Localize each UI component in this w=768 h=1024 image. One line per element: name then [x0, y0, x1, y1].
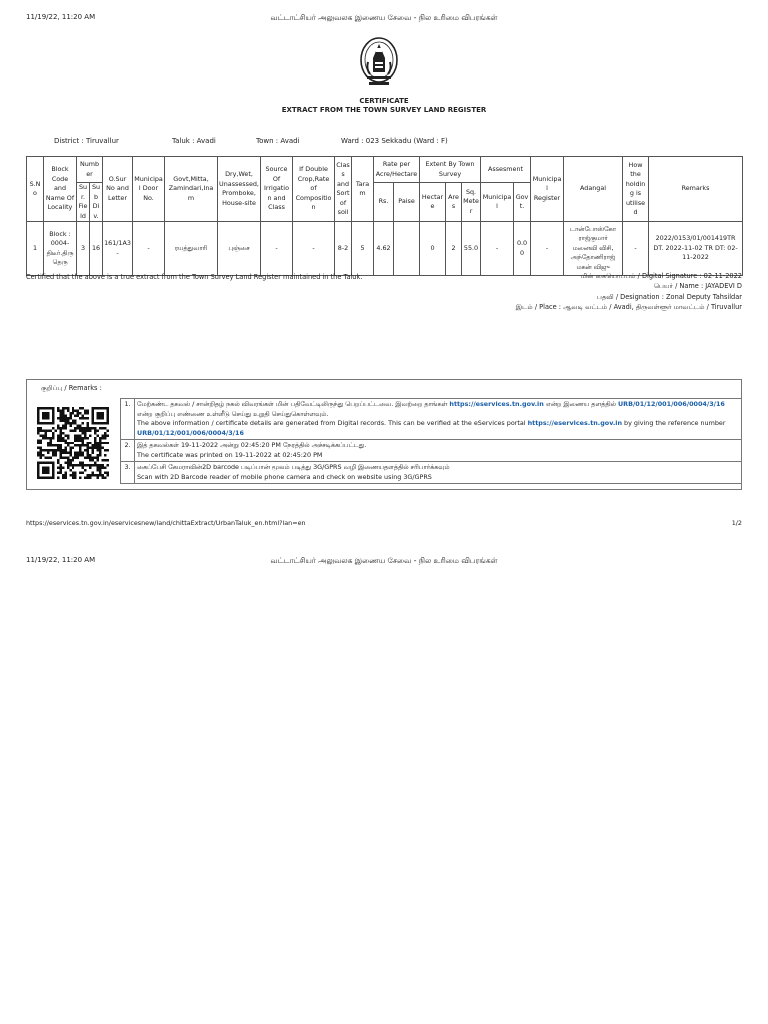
cell-paise [394, 222, 420, 276]
col-header-municipal: Municipal [481, 183, 514, 222]
page-header-title: வட்டாட்சியர் அலுவலக இணைய சேவை - நில உரிமை விபரங்கள் [270, 13, 498, 22]
page-url: https://eservices.tn.gov.in/eservicesnew/land/chittaExtract/UrbanTaluk_en.html?lan=en [26, 519, 306, 527]
col-header-sno: S.No [27, 157, 44, 222]
certificate-heading: CERTIFICATE [359, 97, 409, 105]
cell-municipal: - [481, 222, 514, 276]
certificate-subheading: EXTRACT FROM THE TOWN SURVEY LAND REGISTER [281, 106, 487, 114]
cell-sno: 1 [27, 222, 44, 276]
note-number: 2. [121, 440, 135, 462]
page-header-title: வட்டாட்சியர் அலுவலக இணைய சேவை - நில உரிமை விபரங்கள் [270, 556, 498, 565]
col-header-extent: Extent By Town Survey [420, 157, 481, 183]
certified-statement: Certified that the above is a true extract from the Town Survey Land Register maintained in the Taluk. [26, 273, 363, 281]
cell-taram: 5 [352, 222, 374, 276]
town-label: Town : Avadi [256, 137, 300, 145]
list-item [121, 462, 742, 484]
eservices-link[interactable]: https://eservices.tn.gov.in [449, 400, 544, 408]
digital-signature: மின் கையொப்பம் / Digital Signature : 02-11-2022 [580, 272, 742, 280]
col-header-assesment: Assesment [481, 157, 531, 183]
cell-dry-wet: புஞ்சை [218, 222, 261, 276]
note-ta-text: என்ற குறிப்பு எண்ணை உள்ளீடு செய்து உறுதி செய்துகொள்ளவும். [137, 409, 329, 418]
eservices-link[interactable]: https://eservices.tn.gov.in [527, 419, 623, 427]
col-header-block: Block Code and Name Of Locality [44, 157, 77, 222]
certificate-title [0, 97, 768, 115]
remarks-notes-table [120, 398, 742, 484]
note-ta-text: மேற்கண்ட தகவல் / சான்றிதழ் நகல் விவரங்கள் மின் பதிவேட்டிலிருந்து பெறப்பட்டவை. இவற்றை தாங்கள் [137, 400, 450, 408]
cell-remarks: 2022/0153/01/001419TR DT. 2022-11-02 TR DT: 02-11-2022 [649, 222, 743, 276]
col-header-osur: O.Sur No and Letter [103, 157, 133, 222]
note-en-text: Scan with 2D Barcode reader of mobile phone camera and check on website using 3G/GPRS [137, 472, 432, 481]
cell-source: - [261, 222, 293, 276]
cell-municipal-register: - [531, 222, 564, 276]
cell-adangal: டான்போஸ்கோ ராஜ்குமார் மனைவி விசி, அந்தோணிராஜ் மகன் விஜு [564, 222, 623, 276]
cell-class-sort: 8-2 [335, 222, 352, 276]
tamil-nadu-emblem-icon [359, 36, 399, 88]
note-en-text: The certificate was printed on 19-11-2022 at 02:45:20 PM [137, 450, 323, 459]
col-header-ares: Ares [446, 183, 462, 222]
cell-govt: ரயத்துவாரி [165, 222, 218, 276]
taluk-label: Taluk : Avadi [172, 137, 216, 145]
signatory-designation: பதவி / Designation : Zonal Deputy Tahsildar [597, 292, 742, 301]
col-header-remarks: Remarks [649, 157, 743, 222]
col-header-adangal: Adangal [564, 157, 623, 222]
cell-holding: - [623, 222, 649, 276]
cell-hectare: 0 [420, 222, 446, 276]
col-header-rate: Rate per Acre/Hectare [374, 157, 420, 183]
col-header-hectare: Hectare [420, 183, 446, 222]
col-header-govt-assess: Govt. [514, 183, 531, 222]
cell-govt-assess: 0.00 [514, 222, 531, 276]
signatory-name: பெயர் / Name : JAYADEVI D [653, 282, 742, 291]
land-register-table [26, 156, 743, 276]
reference-number-link[interactable]: URB/01/12/001/006/0004/3/16 [137, 428, 244, 437]
signatory-place: இடம் / Place : ஆவடி வட்டம் / Avadi, திருவள்ளூர் மாவட்டம் / Tiruvallur [515, 302, 742, 311]
cell-double-crop: - [293, 222, 335, 276]
col-header-taram: Taram [352, 157, 374, 222]
table-header-row [27, 157, 743, 183]
list-item [121, 399, 742, 440]
page-number: 1/2 [731, 519, 742, 527]
signature-block [516, 271, 742, 312]
print-datetime: 11/19/22, 11:20 AM [26, 13, 96, 21]
list-item [121, 440, 742, 462]
col-header-dry-wet: Dry,Wet, Unassessed, Promboke, House-site [218, 157, 261, 222]
col-header-sub-div: Sub Div. [90, 183, 103, 222]
reference-number-link[interactable]: URB/01/12/001/006/0004/3/16 [617, 400, 725, 408]
col-header-double-crop: If Double Crop,Rate of Composition [293, 157, 335, 222]
print-datetime: 11/19/22, 11:20 AM [26, 556, 96, 564]
col-header-govt: Govt,Mitta, Zamindari,Inam [165, 157, 218, 222]
cell-rs: 4.62 [374, 222, 394, 276]
col-header-rs: Rs. [374, 183, 394, 222]
remarks-box [26, 379, 742, 490]
note-text [135, 399, 742, 440]
cell-block: Block : 0004-திடீர்.திரு தெரு [44, 222, 77, 276]
col-header-source: Source Of Irrigation and Class [261, 157, 293, 222]
note-en-text: The above information / certificate details are generated from Digital records. This can be verified at the eServices portal [137, 419, 528, 427]
note-number: 1. [121, 399, 135, 440]
cell-municipal-door: - [133, 222, 165, 276]
cell-sub-div: 16 [90, 222, 103, 276]
note-ta-text: என்ற இணைய தளத்தில் [543, 400, 618, 408]
table-row [27, 222, 743, 276]
ward-label: Ward : 023 Sekkadu (Ward : F) [341, 137, 448, 145]
district-label: District : Tiruvallur [54, 137, 119, 145]
note-number: 3. [121, 462, 135, 484]
note-en-text: by giving the reference number [622, 419, 726, 427]
col-header-municipal-register: Municipal Register [531, 157, 564, 222]
col-header-sq-meter: Sq. Meter [462, 183, 481, 222]
col-header-paise: Paise [394, 183, 420, 222]
note-text [135, 462, 742, 484]
col-header-number: Number [77, 157, 103, 183]
cell-ares: 2 [446, 222, 462, 276]
col-header-class-sort: Class and Sort of soil [335, 157, 352, 222]
remarks-label: குறிப்பு / Remarks : [41, 384, 102, 392]
col-header-sur-field: Sur. Field [77, 183, 90, 222]
cell-sq-meter: 55.0 [462, 222, 481, 276]
qr-code-icon [37, 407, 109, 479]
cell-sur-field: 3 [77, 222, 90, 276]
cell-osur: 161/1A3 - [103, 222, 133, 276]
note-ta-text: கைப்பேசி கேமராவின்2D barcode படிப்பான் மூலம் படித்து 3G/GPRS வழி இணையதளத்தில் சரிபார்க்கவும் [137, 463, 450, 471]
col-header-holding: How the holding is utilised [623, 157, 649, 222]
note-ta-text: இத் தகவல்கள் 19-11-2022 அன்று 02:45:20 PM நேரத்தில் அச்சடிக்கப்பட்டது. [137, 441, 367, 449]
col-header-municipal-door: Municipal Door No. [133, 157, 165, 222]
note-text [135, 440, 742, 462]
